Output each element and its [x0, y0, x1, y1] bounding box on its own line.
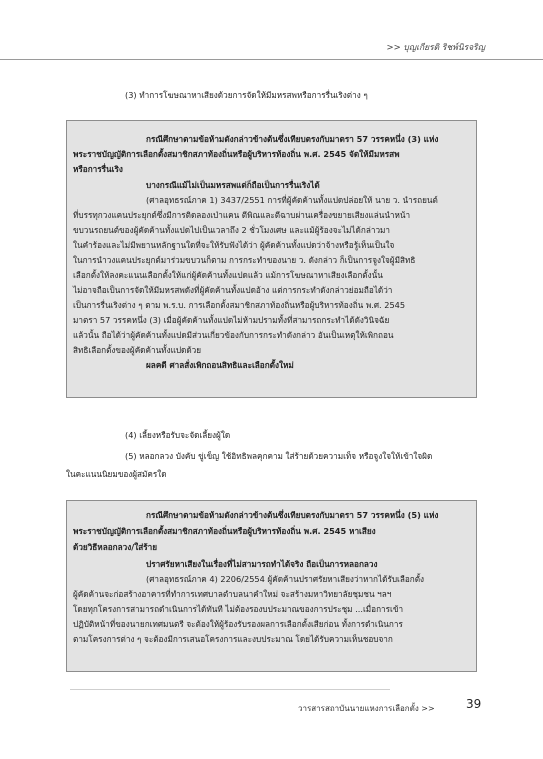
box1-line-6: ที่บรรทุกวงแคนประยุกต์ซึ่งมีการติดลองเป่าแคน ตีพิณและตีฉาบผ่านเครื่องขยายเสียงแล่นนำหน้า — [73, 210, 411, 220]
box1-line-9: ในการนำวงแคนประยุกต์มาร่วมขบวนก็ตาม การกระทำของนาย ว. ดังกล่าว ก็เป็นการจูงใจผู้มีสิทธิ — [73, 255, 416, 265]
box2-heading: ปราศรัยหาเสียงในเรื่องที่ไม่สามารถทำได้จริง ถือเป็นการหลอกลวง — [146, 559, 378, 569]
box2-line-8: ปฏิบัติหน้าที่ของนายกเทศมนตรี จะต้องให้ผู้ร้องรับรองผลการเลือกตั้งเสียก่อน ทั้งการดำเนินการ — [73, 619, 403, 629]
box1-line-13: มาตรา 57 วรรคหนึ่ง (3) เมื่อผู้คัดค้านทั้งแปดไม่ห้ามปรามทั้งที่สามารถกระทำได้ดังวินิจฉัย — [73, 315, 390, 325]
box1-line-10: เลือกตั้งให้ลงคะแนนเลือกตั้งให้แก่ผู้คัดค้านทั้งแปดแล้ว แม้การโฆษณาหาเสียงเลือกตั้งนั้น — [73, 270, 383, 280]
footer-title: วารสารสถาบันนายแหงการเลือกตั้ง >> — [298, 704, 435, 713]
page-number: 39 — [466, 697, 482, 711]
box1-line-7: ขบวนรถยนต์ของผู้คัดค้านทั้งแปดไปเป็นเวลาถึง 2 ชั่วโมงเศษ และแม้ผู้ร้องจะไม่ได้กล่าวมา — [73, 225, 391, 235]
box1-line-14: แล้วนั้น ถือได้ว่าผู้คัดค้านทั้งแปดมีส่วนเกี่ยวข้องกับการกระทำดังกล่าว อันเป็นเหตุให้เพิกถอน — [73, 330, 394, 340]
header-rule — [0, 59, 543, 60]
box1-line-5: (ศาลอุทธรณ์ภาค 1) 3437/2551 การที่ผู้คัดค้านทั้งแปดปล่อยให้ นาย ว. นำรถยนต์ — [146, 195, 438, 205]
box1-line-11: ไม่อาจถือเป็นการจัดให้มีมหรสพดังที่ผู้คัดค้านทั้งแปดอ้าง แต่การกระทำดังกล่าวย่อมถือได้ว่า — [73, 285, 393, 295]
box1-line-1: กรณีศึกษาตามข้อห้ามดังกล่าวข้างต้นซึ่งเทียบตรงกับมาตรา 57 วรรคหนึ่ง (3) แห่ง — [146, 134, 439, 144]
box2-line-6: ผู้คัดค้านจะก่อสร้างอาคารที่ทำการเทศบาลตำบลนาคำใหม่ จะสร้างมหาวิทยาลัยชุมชน ฯลฯ — [73, 589, 392, 599]
item-4: (4) เลี้ยงหรือรับจะจัดเลี้ยงผู้ใด — [125, 430, 231, 440]
item-5-line-1: (5) หลอกลวง บังคับ ขู่เข็ญ ใช้อิทธิพลคุกคาม ใส่ร้ายด้วยความเท็จ หรือจูงใจให้เข้าใจผิด — [125, 451, 433, 461]
box1-line-3: หรือการรื่นเริง — [73, 164, 123, 174]
box1-line-8: ในคำร้องและไม่มีพยานหลักฐานใดที่จะให้รับฟังได้ว่า ผู้คัดค้านทั้งแปดว่าจ้างหรือรู้เห็นเป็นใจ — [73, 240, 395, 250]
box2-line-3: ด้วยวิธีหลอกลวง/ใส่ร้าย — [73, 542, 157, 552]
box1-result: ผลคดี ศาลสั่งเพิกถอนสิทธิและเลือกตั้งใหม่ — [146, 360, 294, 370]
box2-line-7: โดยทุกโครงการสามารถดำเนินการได้ทันที ไม่ต้องรองบประมาณของการประชุม ...เมื่อการเข้า — [73, 604, 404, 614]
box1-line-15: สิทธิเลือกตั้งของผู้คัดค้านทั้งแปดด้วย — [73, 345, 202, 355]
running-header: >> บุญเกียรติ ริชพ์นิรจริญ — [386, 43, 485, 53]
box2-line-2: พระราชบัญญัติการเลือกตั้งสมาชิกสภาท้องถิ่นหรือผู้บริหารท้องถิ่น พ.ศ. 2545 หาเสียง — [73, 526, 376, 536]
footer-rule — [70, 689, 390, 690]
box2-line-1: กรณีศึกษาตามข้อห้ามดังกล่าวข้างต้นซึ่งเทียบตรงกับมาตรา 57 วรรคหนึ่ง (5) แห่ง — [146, 510, 439, 520]
box1-heading: บางกรณีแม้ไม่เป็นมหรสพแต่ก็ถือเป็นการรื่นเริงได้ — [146, 180, 320, 190]
box2-line-9: ตามโครงการต่าง ๆ จะต้องมีการเสนอโครงการและงบประมาณ โดยได้รับความเห็นชอบจาก — [73, 634, 393, 644]
item-5-line-2: ในคะแนนนิยมของผู้สมัครใด — [66, 469, 167, 479]
box1-line-12: เป็นการรื่นเริงต่าง ๆ ตาม พ.ร.บ. การเลือกตั้งสมาชิกสภาท้องถิ่นหรือผู้บริหารท้องถิ่น พ.ศ. 2545 — [73, 300, 406, 310]
box2-line-5: (ศาลอุทธรณ์ภาค 4) 2206/2554 ผู้คัดค้านปราศรัยหาเสียงว่าหากได้รับเลือกตั้ง — [146, 574, 425, 584]
box1-line-2: พระราชบัญญัติการเลือกตั้งสมาชิกสภาท้องถิ่นหรือผู้บริหารท้องถิ่น พ.ศ. 2545 จัดให้มีมหรสพ — [73, 149, 400, 159]
case-study-box-2 — [66, 500, 477, 672]
item-3: (3) ทำการโฆษณาหาเสียงด้วยการจัดให้มีมหรสพหรือการรื่นเริงต่าง ๆ — [125, 90, 368, 100]
case-study-box-1 — [66, 120, 477, 398]
